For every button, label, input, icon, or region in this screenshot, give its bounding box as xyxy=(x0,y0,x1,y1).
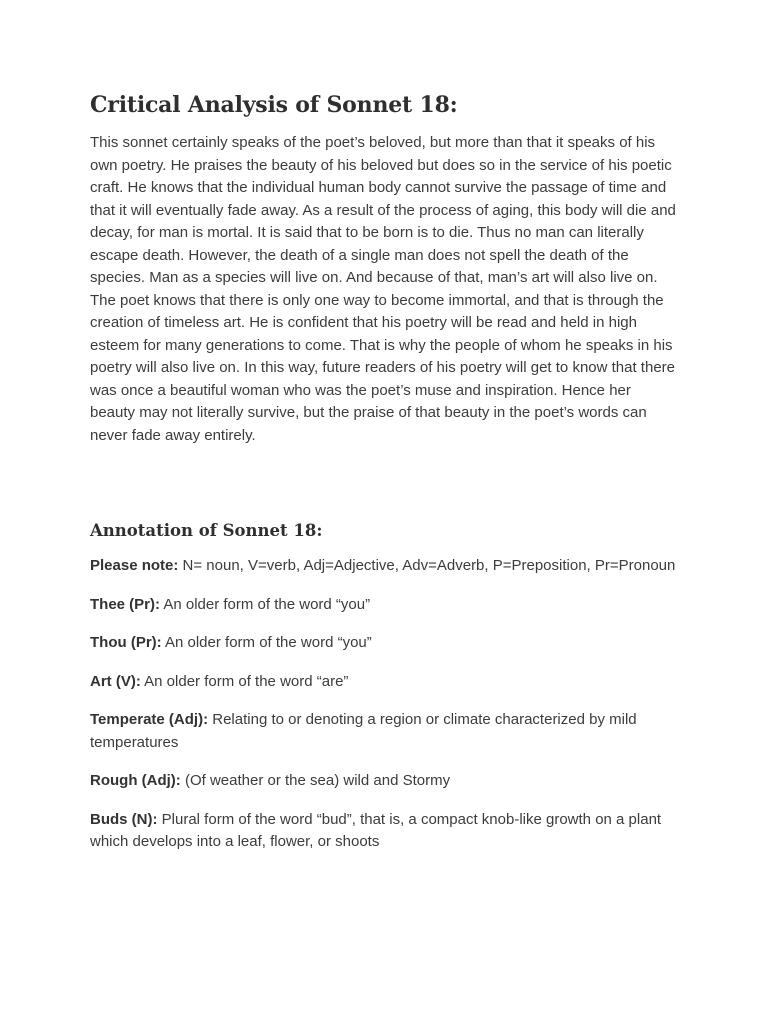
annotation-definition: Relating to or denoting a region or climate characterized by mild temperatures xyxy=(90,711,637,751)
annotation-term: Thee (Pr): xyxy=(90,595,161,613)
annotation-entry-buds xyxy=(90,809,680,854)
annotation-definition: An older form of the word “you” xyxy=(160,595,371,613)
annotation-entry-temperate xyxy=(90,709,680,754)
annotation-entry-thou xyxy=(90,632,680,655)
annotation-term: Buds (N): xyxy=(90,810,158,828)
annotation-term: Please note: xyxy=(90,557,179,574)
annotation-definition: An older form of the word “are” xyxy=(140,672,349,690)
annotation-term: Art (V): xyxy=(90,672,141,690)
annotation-definition: N= noun, V=verb, Adj=Adjective, Adv=Adverb, P=Preposition, Pr=Pronoun xyxy=(178,557,676,574)
annotation-entry-note xyxy=(90,555,680,578)
annotation-entry-art xyxy=(90,671,680,694)
analysis-paragraph: This sonnet certainly speaks of the poet’s beloved, but more than that it speaks of his own poetry. He praises the beauty of his beloved but does so in the service of his poetic craft. He knows that the individual human body cannot survive the passage of time and that it will eventually fade away. As a result of the process of aging, this body will die and decay, for man is mortal. It is said that to be born is to die. Thus no man can literally escape death. However, the death of a single man does not spell the death of the species. Man as a species will live on. And because of that, man’s art will also live on. The poet knows that there is only one way to become immortal, and that is through the creation of timeless art. He is confident that his poetry will be read and held in high esteem for many generations to come. That is why the people of whom he speaks in his poetry will also live on. In this way, future readers of his poetry will get to know that there was once a beautiful woman who was the poet’s muse and inspiration. Hence her beauty may not literally survive, but the praise of that beauty in the poet’s words can never fade away entirely. xyxy=(90,134,676,444)
analysis-heading: Critical Analysis of Sonnet 18: xyxy=(90,92,458,118)
annotation-heading: Annotation of Sonnet 18: xyxy=(90,521,323,540)
annotation-entry-rough xyxy=(90,770,680,793)
annotation-term: Thou (Pr): xyxy=(90,634,162,651)
annotation-term: Temperate (Adj): xyxy=(90,711,209,728)
annotation-definition: Plural form of the word “bud”, that is, a compact knob-like growth on a plant which develops into a leaf, flower, or shoots xyxy=(90,810,662,850)
annotation-entry-thee xyxy=(90,594,680,617)
annotation-definition: (Of weather or the sea) wild and Stormy xyxy=(180,772,451,789)
annotation-term: Rough (Adj): xyxy=(90,772,181,789)
annotation-definition: An older form of the word “you” xyxy=(161,634,372,651)
document-page xyxy=(90,90,680,870)
annotation-list xyxy=(90,555,680,854)
